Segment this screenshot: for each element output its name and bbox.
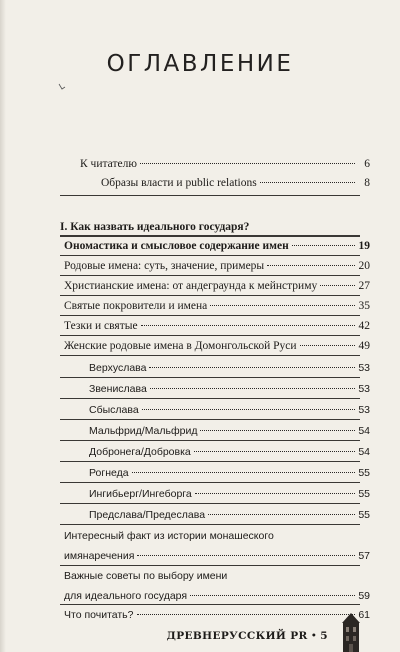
toc-entry-what-to-read[interactable] [64, 608, 370, 622]
toc-section-label: Ономастика и смысловое содержание имен [64, 240, 289, 252]
pencil-mark-icon [58, 83, 66, 91]
divider-rule [60, 524, 360, 525]
toc-entry-page: 49 [358, 340, 370, 352]
toc-entry-label: Что почитать? [64, 609, 134, 621]
toc-subentry-label: Верхуслава [89, 362, 147, 374]
leader-dots [150, 388, 355, 389]
toc-subentry-label: Звенислава [89, 383, 147, 395]
toc-entry-fact-line1[interactable] [64, 529, 370, 543]
divider-rule [60, 255, 360, 256]
divider-rule [60, 275, 360, 276]
toc-entry-label: Образы власти и public relations [101, 177, 257, 189]
toc-entry[interactable] [64, 279, 370, 293]
toc-subentry-label: Ингибьерг/Ингеборга [89, 488, 192, 500]
toc-entry-page: 53 [358, 362, 370, 374]
toc-subentry[interactable] [89, 382, 370, 396]
toc-subentry[interactable] [89, 403, 370, 417]
tower-ornament-icon [340, 612, 362, 652]
toc-entry-label: Христианские имена: от андеграунда к мейнстриму [64, 280, 318, 292]
toc-entry-label: Святые покровители и имена [64, 300, 208, 312]
footer-separator: • [310, 630, 318, 642]
running-title: ДРЕВНЕРУССКИЙ PR [166, 630, 308, 642]
divider-rule [60, 565, 360, 566]
leader-dots [208, 514, 355, 515]
page-title: ОГЛАВЛЕНИЕ [106, 51, 294, 78]
leader-dots [210, 305, 355, 306]
toc-subentry-label: Сбыслава [89, 404, 139, 416]
toc-entry[interactable] [64, 259, 370, 273]
divider-rule [60, 604, 360, 605]
leader-dots [320, 285, 355, 286]
divider-rule [60, 195, 360, 196]
toc-subentry[interactable] [89, 424, 370, 438]
leader-dots [292, 245, 355, 246]
toc-entry-page: 20 [358, 260, 370, 272]
toc-entry-page: 54 [358, 425, 370, 437]
toc-part-label: I. Как назвать идеального государя? [60, 221, 250, 233]
toc-entry-page: 27 [358, 280, 370, 292]
toc-entry-label: для идеального государя [64, 590, 188, 602]
toc-entry[interactable] [64, 319, 370, 333]
divider-rule [60, 503, 360, 504]
divider-rule [60, 335, 360, 336]
toc-entry-to-reader[interactable] [80, 157, 370, 171]
toc-entry-label: Интересный факт из истории монашеского [64, 530, 274, 542]
toc-entry-page: 8 [364, 177, 370, 189]
leader-dots [132, 472, 355, 473]
leader-dots [300, 345, 355, 346]
toc-subentry-label: Мальфрид/Мальфрид [89, 425, 198, 437]
leader-dots [194, 451, 355, 452]
toc-entry-label: Тезки и святые [64, 320, 138, 332]
toc-entry-label: Важные советы по выбору имени [64, 570, 228, 582]
leader-dots [137, 614, 356, 615]
toc-entry-advice-line2[interactable] [64, 589, 370, 603]
leader-dots [267, 265, 355, 266]
toc-entry-advice-line1[interactable] [64, 569, 370, 583]
toc-entry-label: Родовые имена: суть, значение, примеры [64, 260, 265, 272]
running-footer [166, 630, 328, 642]
toc-entry-page: 6 [364, 158, 370, 170]
toc-entry-page: 61 [358, 609, 370, 621]
toc-entry-page: 55 [358, 509, 370, 521]
toc-subentry-label: Рогнеда [89, 467, 129, 479]
leader-dots [190, 595, 355, 596]
divider-rule [60, 377, 360, 378]
toc-subentry-label: Добронега/Добровка [89, 446, 191, 458]
page-edge-shadow [0, 0, 6, 652]
leader-dots [149, 367, 355, 368]
divider-rule [60, 355, 360, 356]
divider-rule [60, 461, 360, 462]
leader-dots [141, 325, 355, 326]
toc-subentry[interactable] [89, 361, 370, 375]
toc-entry-images-of-power[interactable] [101, 176, 370, 190]
toc-entry-page: 35 [358, 300, 370, 312]
page-number: 5 [320, 630, 328, 642]
toc-entry-label: Женские родовые имена в Домонгольской Руси [64, 340, 297, 352]
toc-subentry[interactable] [89, 508, 370, 522]
toc-entry-page: 53 [358, 404, 370, 416]
toc-subentry-label: Предслава/Предеслава [89, 509, 206, 521]
divider-rule [60, 235, 360, 237]
toc-entry-page: 57 [358, 550, 370, 562]
divider-rule [60, 398, 360, 399]
leader-dots [140, 163, 355, 164]
toc-entry-page: 19 [358, 240, 370, 252]
toc-subentry[interactable] [89, 466, 370, 480]
toc-entry-page: 59 [358, 590, 370, 602]
toc-entry-fact-line2[interactable] [64, 549, 370, 563]
toc-entry-page: 55 [358, 467, 370, 479]
toc-entry-page: 55 [358, 488, 370, 500]
leader-dots [200, 430, 355, 431]
toc-entry-page: 42 [358, 320, 370, 332]
toc-entry-page: 54 [358, 446, 370, 458]
toc-entry-page: 53 [358, 383, 370, 395]
toc-subentry[interactable] [89, 445, 370, 459]
divider-rule [60, 295, 360, 296]
divider-rule [60, 419, 360, 420]
toc-entry[interactable] [64, 339, 370, 353]
leader-dots [195, 493, 355, 494]
divider-rule [60, 482, 360, 483]
divider-rule [60, 315, 360, 316]
toc-subentry[interactable] [89, 487, 370, 501]
leader-dots [260, 182, 355, 183]
toc-section-onomastics[interactable] [64, 239, 370, 253]
leader-dots [142, 409, 355, 410]
toc-entry-label: имянаречения [64, 550, 135, 562]
divider-rule [60, 440, 360, 441]
toc-entry[interactable] [64, 299, 370, 313]
leader-dots [137, 555, 355, 556]
toc-entry-label: К читателю [80, 158, 137, 170]
toc-part-heading[interactable] [60, 220, 360, 234]
